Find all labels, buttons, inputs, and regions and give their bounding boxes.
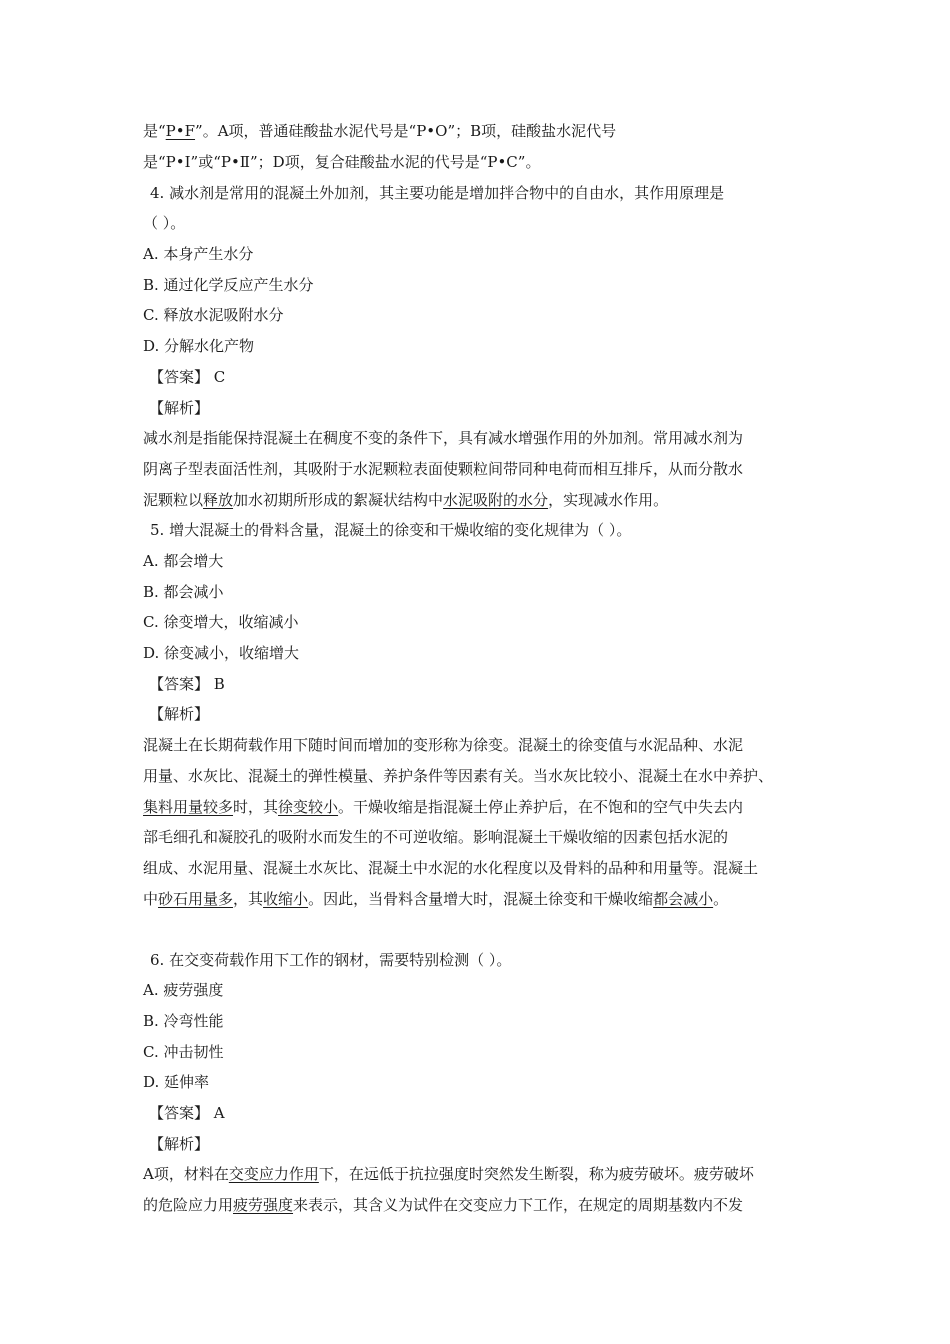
q5-option-d: D. 徐变减小，收缩增大 bbox=[143, 644, 300, 662]
q5-analysis-label: 【解析】 bbox=[149, 705, 210, 723]
q4-analysis-label: 【解析】 bbox=[149, 399, 210, 417]
underlined-term: 集料用量较多 bbox=[143, 798, 234, 816]
q5-analysis-line-1: 混凝土在长期荷载作用下随时间而增加的变形称为徐变。混凝土的徐变值与水泥品种、水泥 bbox=[143, 736, 744, 754]
q5-analysis-line-4: 部毛细孔和凝胶孔的吸附水而发生的不可逆收缩。影响混凝土干燥收缩的因素包括水泥的 bbox=[143, 828, 729, 846]
q5-analysis-line-6: 中砂石用量多，其收缩小。因此，当骨料含量增大时，混凝土徐变和干燥收缩都会减小。 bbox=[143, 890, 729, 908]
underlined-term: 都会减小 bbox=[653, 890, 714, 908]
underlined-term: 疲劳强度 bbox=[233, 1196, 294, 1214]
q3-tail-line-1: 是“P•F”。A项，普通硅酸盐水泥代号是“P•O”；B项，硅酸盐水泥代号 bbox=[143, 122, 617, 140]
q4-stem-cont: （ ）。 bbox=[143, 214, 186, 232]
q6-analysis-line-1: A项，材料在交变应力作用下，在远低于抗拉强度时突然发生断裂，称为疲劳破坏。疲劳破坏 bbox=[143, 1165, 754, 1183]
q6-answer: 【答案】 A bbox=[149, 1104, 225, 1122]
q4-option-d: D. 分解水化产物 bbox=[143, 337, 255, 355]
underlined-term: P•F bbox=[165, 122, 196, 140]
q5-analysis-line-5: 组成、水泥用量、混凝土水灰比、混凝土中水泥的水化程度以及骨料的品种和用量等。混凝土 bbox=[143, 859, 759, 877]
underlined-term: 徐变较小 bbox=[278, 798, 339, 816]
q3-tail-line-2: 是“P•Ⅰ”或“P•Ⅱ”；D项，复合硅酸盐水泥的代号是“P•C”。 bbox=[143, 153, 541, 171]
underlined-term: 收缩小 bbox=[263, 890, 309, 908]
q6-option-a: A. 疲劳强度 bbox=[143, 981, 224, 999]
q4-option-b: B. 通过化学反应产生水分 bbox=[143, 276, 314, 294]
q5-analysis-line-2: 用量、水灰比、混凝土的弹性模量、养护条件等因素有关。当水灰比较小、混凝土在水中养护、 bbox=[143, 767, 774, 785]
q4-analysis-line-2: 阴离子型表面活性剂，其吸附于水泥颗粒表面使颗粒间带同种电荷而相互排斥，从而分散水 bbox=[143, 460, 744, 478]
underlined-term: 释放 bbox=[203, 491, 234, 509]
q4-option-c: C. 释放水泥吸附水分 bbox=[143, 306, 284, 324]
q5-analysis-line-3: 集料用量较多时，其徐变较小。干燥收缩是指混凝土停止养护后，在不饱和的空气中失去内 bbox=[143, 798, 744, 816]
underlined-term: 水泥吸附的水分 bbox=[443, 491, 549, 509]
q6-option-d: D. 延伸率 bbox=[143, 1073, 210, 1091]
q4-analysis-line-3: 泥颗粒以释放加水初期所形成的絮凝状结构中水泥吸附的水分，实现减水作用。 bbox=[143, 491, 669, 509]
q6-analysis-label: 【解析】 bbox=[149, 1135, 210, 1153]
q4-answer: 【答案】 C bbox=[149, 368, 226, 386]
q6-analysis-line-2: 的危险应力用疲劳强度来表示，其含义为试件在交变应力下工作，在规定的周期基数内不发 bbox=[143, 1196, 744, 1214]
q6-option-b: B. 冷弯性能 bbox=[143, 1012, 224, 1030]
underlined-term: 砂石用量多 bbox=[158, 890, 234, 908]
q4-stem: 4. 减水剂是常用的混凝土外加剂，其主要功能是增加拌合物中的自由水，其作用原理是 bbox=[150, 184, 725, 202]
q6-option-c: C. 冲击韧性 bbox=[143, 1043, 224, 1061]
q5-option-a: A. 都会增大 bbox=[143, 552, 224, 570]
q4-analysis-line-1: 减水剂是指能保持混凝土在稠度不变的条件下，具有减水增强作用的外加剂。常用减水剂为 bbox=[143, 429, 744, 447]
q5-answer: 【答案】 B bbox=[149, 675, 225, 693]
q4-option-a: A. 本身产生水分 bbox=[143, 245, 254, 263]
underlined-term: 交变应力作用 bbox=[228, 1165, 319, 1183]
q5-stem: 5. 增大混凝土的骨料含量，混凝土的徐变和干燥收缩的变化规律为（ ）。 bbox=[150, 521, 632, 539]
q5-option-c: C. 徐变增大，收缩减小 bbox=[143, 613, 299, 631]
q6-stem: 6. 在交变荷载作用下工作的钢材，需要特别检测（ ）。 bbox=[150, 951, 512, 969]
q5-option-b: B. 都会减小 bbox=[143, 583, 224, 601]
